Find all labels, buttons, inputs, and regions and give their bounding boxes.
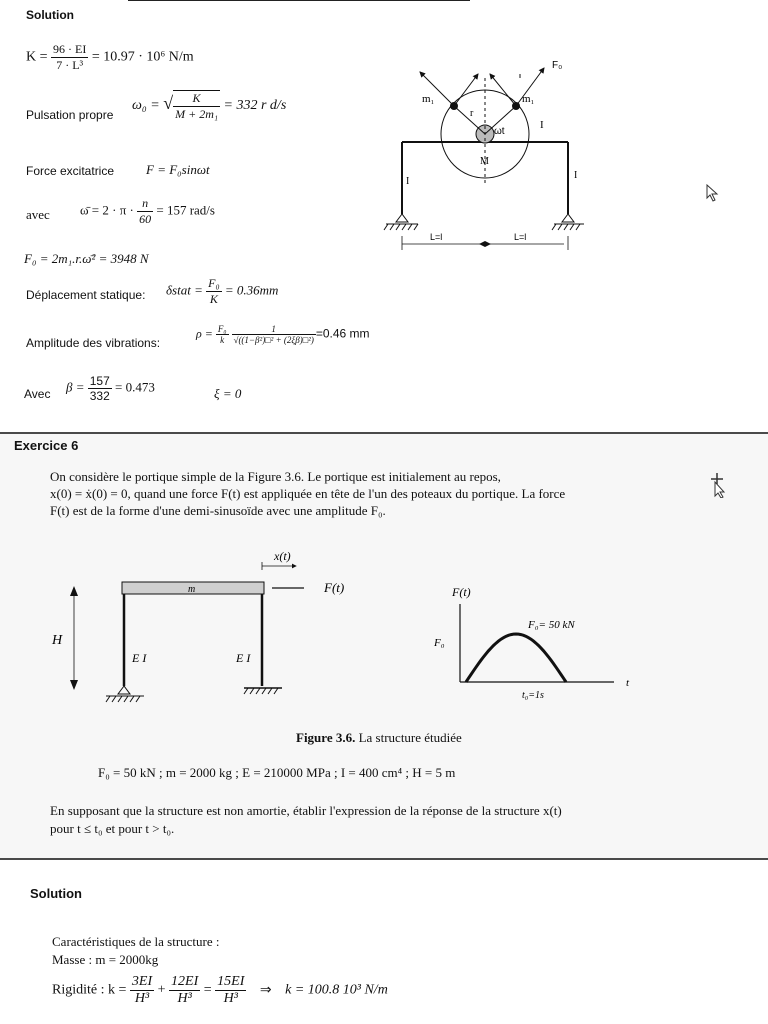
exercise-para-line-3: F(t) est de la forme d'une demi-sinusoïde avec une amplitude F₀. <box>50 503 386 518</box>
move-cursor-icon <box>706 472 728 498</box>
k-num: 96 · EI <box>53 42 87 56</box>
xt-label: x(t) <box>274 549 291 563</box>
m1-right-label: m₁ <box>522 93 535 105</box>
t0-label: t₀=1s <box>522 690 544 701</box>
l-left-label: L=l <box>430 232 443 242</box>
figure-caption <box>296 730 462 746</box>
r-label: r <box>470 108 474 119</box>
omega-lhs: ω̄ = 2 · π · <box>80 202 134 218</box>
ft-axis-label: F(t) <box>452 585 471 599</box>
term3-fraction <box>215 974 246 1007</box>
beta-lhs: β = <box>66 379 85 395</box>
k-lhs: K = <box>26 49 48 65</box>
solution2-title: Solution <box>30 886 82 901</box>
omega-den: 60 <box>139 212 152 226</box>
caption-text: La structure étudiée <box>355 730 462 745</box>
omega-rhs: = 157 rad/s <box>156 202 215 218</box>
l-right-label: L=l <box>514 232 527 242</box>
f0-value-label: F₀= 50 kN <box>528 619 575 631</box>
amp-lhs: ρ = <box>196 326 213 341</box>
term2-fraction <box>169 974 200 1007</box>
omega-fraction <box>137 196 153 227</box>
implies-sign: ⇒ <box>259 982 272 998</box>
charac-line: Caractéristiques de la structure : <box>52 934 220 949</box>
m-label: M <box>480 156 489 167</box>
exercise-panel <box>0 434 768 858</box>
static-fraction <box>206 276 222 307</box>
question-line-1: En supposant que la structure est non amortie, établir l'expression de la réponse de la structure x(t) <box>50 803 562 818</box>
exercise-para-line-1: On considère le portique simple de la Figure 3.6. Le portique est initialement au repos, <box>50 469 501 484</box>
rigidity-result: k = 100.8 10³ N/m <box>285 982 388 998</box>
top-rule <box>128 0 470 1</box>
beta-fraction <box>88 374 112 403</box>
f0-expr: F₀ = 2m₁.r.ω̄² = 3948 N <box>24 251 149 266</box>
static-rhs: = 0.36mm <box>224 282 279 298</box>
omega0-lhs: ω₀ = <box>132 98 160 114</box>
amplitude-formula <box>196 324 370 345</box>
t-axis-label: t <box>626 677 630 689</box>
machine-frame-figure <box>372 56 598 256</box>
pulsation-label: Pulsation propre <box>26 108 114 122</box>
beta-den: 332 <box>89 389 110 403</box>
xi-expr: ξ = 0 <box>214 386 242 401</box>
beta-formula <box>66 374 155 403</box>
data-line: F₀ = 50 kN ; m = 2000 kg ; E = 210000 MPa ; I = 400 cm⁴ ; H = 5 m <box>98 765 456 780</box>
amp-f-fraction <box>216 324 229 345</box>
force-label: Force excitatrice <box>26 164 115 178</box>
static-lhs: δstat = <box>166 282 203 298</box>
amplitude-label: Amplitude des vibrations: <box>26 336 161 350</box>
avec-1: avec <box>26 207 50 222</box>
solution-title: Solution <box>26 8 74 22</box>
sqrt-sign: √ <box>163 93 174 114</box>
support-left <box>396 214 408 222</box>
ei-left-label: E I <box>132 651 147 665</box>
omega-num: n <box>137 196 153 212</box>
term2-num: 12EI <box>171 974 199 989</box>
rigidity-formula <box>52 974 388 1007</box>
omega0-den: M + 2m₁ <box>175 107 219 121</box>
solution-panel-2 <box>0 860 768 1024</box>
equals-sign: = <box>203 982 212 998</box>
static-formula <box>166 276 278 307</box>
mass-line: Masse : m = 2000kg <box>52 952 159 967</box>
support-right <box>562 214 574 222</box>
omega0-fraction <box>173 90 220 122</box>
rig-label: Rigidité : k = <box>52 982 127 998</box>
h-label: H <box>52 633 63 648</box>
ft-label: F(t) <box>324 580 345 595</box>
static-den: K <box>209 292 218 306</box>
amp-fraction <box>232 324 316 345</box>
k-rhs: = 10.97 · 10⁶ N/m <box>91 49 194 65</box>
k-den: 7 · L³ <box>56 58 84 72</box>
static-num: F₀ <box>208 276 220 290</box>
amp-f-num: F₀ <box>217 324 227 334</box>
term3-den: H³ <box>223 991 238 1006</box>
m-label: m <box>188 584 196 595</box>
m1-left-label: m₁ <box>422 93 435 105</box>
beta-num: 157 <box>89 374 110 388</box>
omega0-rhs: = 332 r d/s <box>223 98 287 114</box>
half-sine-curve <box>466 634 566 682</box>
plus-sign: + <box>157 982 166 998</box>
term1-fraction <box>130 974 154 1007</box>
beta-rhs: = 0.473 <box>115 379 155 395</box>
ei-right-label: E I <box>236 651 251 665</box>
stiffness-formula <box>26 42 194 73</box>
term3-num: 15EI <box>217 974 245 989</box>
static-label: Déplacement statique: <box>26 288 146 302</box>
amp-num: 1 <box>232 324 316 335</box>
amp-f-den: k <box>220 335 225 345</box>
omega-formula <box>80 196 215 227</box>
f0-axis-label: F₀ <box>434 637 445 649</box>
term2-den: H³ <box>177 991 192 1006</box>
caption-bold: Figure 3.6. <box>296 730 356 745</box>
i-right-label: I <box>574 170 578 181</box>
avec-2: Avec <box>24 387 51 401</box>
pin-support <box>118 686 130 694</box>
mouse-cursor-icon <box>706 184 720 202</box>
portal-frame-figure <box>48 546 378 706</box>
term1-den: H³ <box>134 991 150 1006</box>
load-diagram <box>418 574 638 714</box>
i-left-label: I <box>406 176 410 187</box>
solution-panel-1 <box>0 0 768 432</box>
i-top-label: I <box>540 119 544 131</box>
k-fraction <box>51 42 88 73</box>
f0-label: F₀ <box>552 60 563 71</box>
force-expr: F = F₀sinωt <box>146 162 210 177</box>
amp-den: √((1−β²)□² + (2ξβ)□²) <box>233 335 314 345</box>
exercise-para-line-2: x(0) = ẋ(0) = 0, quand une force F(t) est appliquée en tête de l'un des poteaux du portique. La force <box>50 486 566 501</box>
wt-label: ωt <box>494 126 505 137</box>
exercise-title: Exercice 6 <box>14 438 79 453</box>
omega0-formula <box>132 90 286 122</box>
amp-rhs: =0.46 mm <box>315 326 370 341</box>
term1-num: 3EI <box>131 974 153 989</box>
omega0-num: K <box>173 91 220 107</box>
question-line-2: pour t ≤ t₀ et pour t > t₀. <box>50 821 175 836</box>
